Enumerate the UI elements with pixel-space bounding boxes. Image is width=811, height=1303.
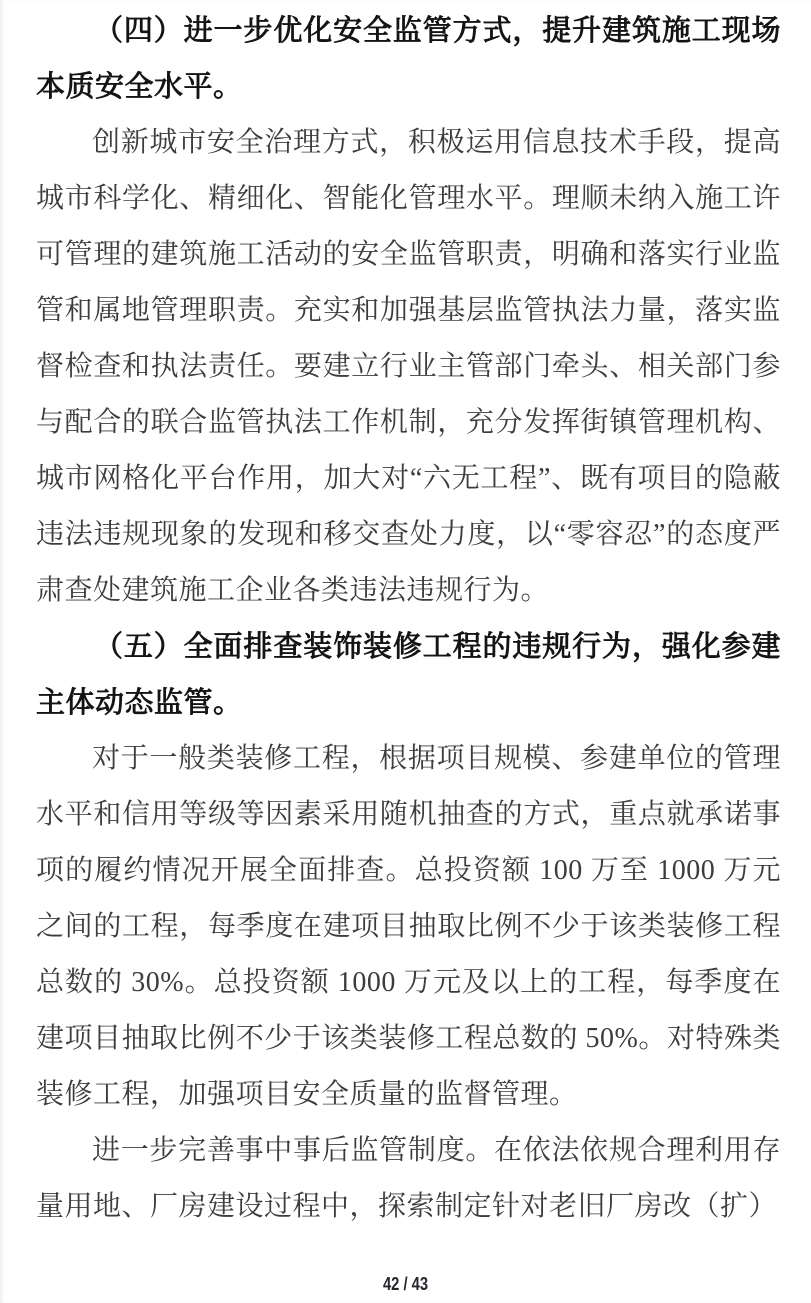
page-footer — [0, 1274, 811, 1295]
document-content — [36, 3, 781, 1235]
page-number: 42 / 43 — [382, 1274, 429, 1294]
paragraph-ongoing-supervision: 进一步完善事中事后监管制度。在依法依规合理利用存量用地、厂房建设过程中，探索制定针对老旧厂房改（扩） — [36, 1135, 781, 1222]
section-heading-5: （五）全面排查装饰装修工程的违规行为，强化参建主体动态监管。 — [36, 631, 781, 719]
paragraph-safety-governance: 创新城市安全治理方式，积极运用信息技术手段，提高城市科学化、精细化、智能化管理水平。理顺未纳入施工许可管理的建筑施工活动的安全监管职责，明确和落实行业监管和属地管理职责。充实和加强基层监管执法力量，落实监督检查和执法责任。要建立行业主管部门牵头、相关部门参与配合的联合监管执法工作机制，充分发挥街镇管理机构、城市网格化平台作用，加大对“六无工程”、既有项目的隐蔽违法违规现象的发现和移交查处力度，以“零容忍”的态度严肃查处建筑施工企业各类违法违规行为。 — [36, 127, 781, 606]
section-heading-4: （四）进一步优化安全监管方式，提升建筑施工现场本质安全水平。 — [36, 15, 781, 103]
paragraph-decoration-inspection: 对于一般类装修工程，根据项目规模、参建单位的管理水平和信用等级等因素采用随机抽查的方式，重点就承诺事项的履约情况开展全面排查。总投资额 100 万至 1000 万元之间的工程，每季度在建项目抽取比例不少于该类装修工程总数的 30%。总投资额 1000 万元及以上的工程，每季度在建项目抽取比例不少于该类装修工程总数的 50%。对特殊类装修工程，加强项目安全质量的监督管理。 — [36, 743, 781, 1110]
